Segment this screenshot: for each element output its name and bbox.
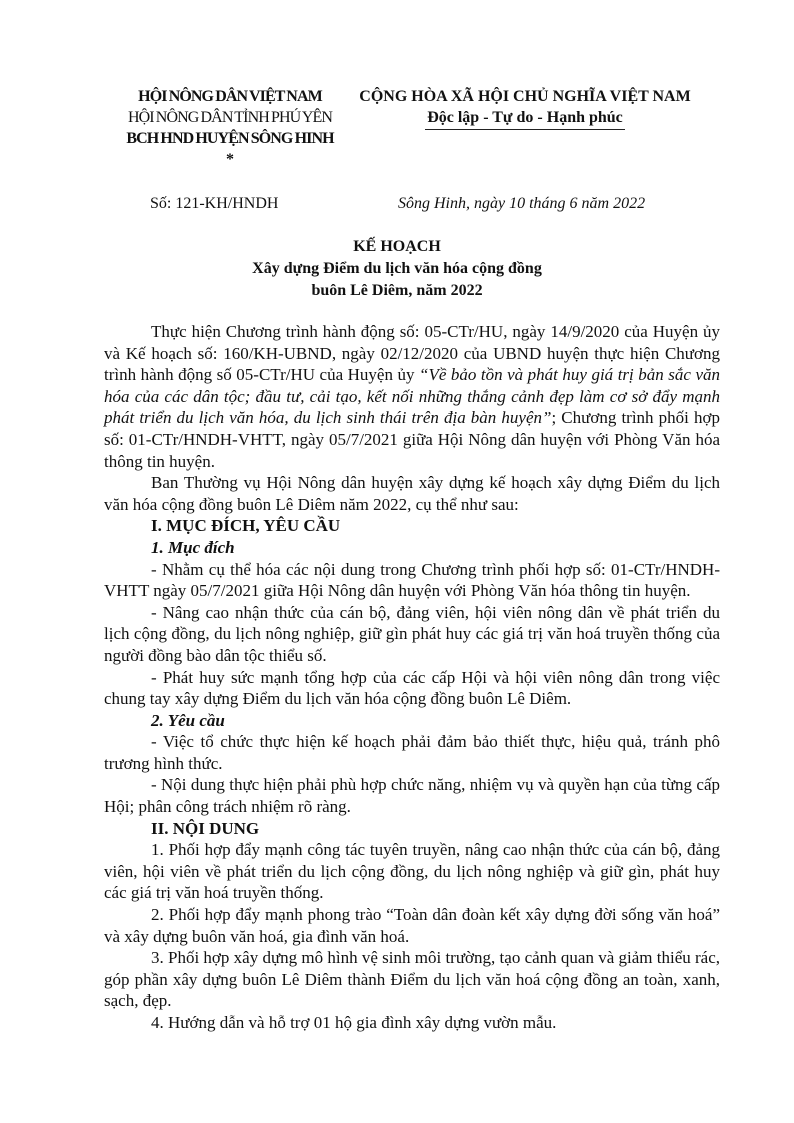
document-title-line-2: buôn Lê Diêm, năm 2022 <box>311 282 483 299</box>
document-title-line-1: Xây dựng Điểm du lịch văn hóa cộng đồng <box>252 260 542 277</box>
agency-line-3: BCH HND HUYỆN SÔNG HINH <box>126 130 334 147</box>
content-item: 2. Phối hợp đẩy mạnh phong trào “Toàn dân đoàn kết xây dựng đời sống văn hoá” và xây dựng buôn văn hoá, gia đình văn hoá. <box>104 905 720 946</box>
content-item: 4. Hướng dẫn và hỗ trợ 01 hộ gia đình xây dựng vườn mẫu. <box>151 1013 557 1032</box>
document-body <box>104 321 720 1034</box>
document-type: KẾ HOẠCH <box>353 238 441 255</box>
purpose-item: - Nâng cao nhận thức của cán bộ, đảng viên, hội viên nông dân về phát triển du lịch cộng đồng, du lịch nông nghiệp, giữ gìn phát huy các giá trị văn hoá truyền thống của người đồng bào dân tộc thiểu số. <box>104 602 720 665</box>
national-header-block <box>340 86 710 130</box>
intro-paragraph-1: Thực hiện Chương trình hành động số: 05-CTr/HU, ngày 14/9/2020 của Huyện ủy và Kế hoạch số: 160/KH-UBND, ngày 02/12/2020 của UBND huyện thực hiện Chương trình hành động số 05-CTr/HU của Huyện ủy “Về bảo tồn và phát huy giá trị bản sắc văn hóa của các dân tộc; đầu tư, cải tạo, kết nối những thắng cảnh đẹp làm cơ sở đẩy mạnh phát triển du lịch văn hóa, du lịch sinh thái trên địa bàn huyện”; Chương trình phối hợp số: 01-CTr/HNDH-VHTT, ngày 05/7/2021 giữa Hội Nông dân huyện với Phòng Văn hóa thông tin huyện. <box>104 322 720 471</box>
section-2-heading: II. NỘI DUNG <box>151 818 260 838</box>
purpose-item: - Nhằm cụ thể hóa các nội dung trong Chương trình phối hợp số: 01-CTr/HNDH-VHTT ngày 05/7/2021 giữa Hội Nông dân huyện với Phòng Văn hóa thông tin huyện. <box>104 559 720 601</box>
agency-star: * <box>226 151 234 168</box>
agency-line-1: HỘI NÔNG DÂN VIỆT NAM <box>138 88 322 105</box>
nation-name: CỘNG HÒA XÃ HỘI CHỦ NGHĨA VIỆT NAM <box>359 88 691 105</box>
document-number: Số: 121-KH/HNDH <box>150 195 279 212</box>
requirement-item: - Nội dung thực hiện phải phù hợp chức năng, nhiệm vụ và quyền hạn của từng cấp Hội; phân công trách nhiệm rõ ràng. <box>104 775 720 817</box>
quoted-program-title: “Về bảo tồn và phát huy giá trị bản sắc văn hóa của các dân tộc; đầu tư, cải tạo, kết nối những thắng cảnh đẹp làm cơ sở đẩy mạnh phát triển du lịch văn hóa, du lịch sinh thái trên địa bàn huyện” <box>104 365 720 428</box>
agency-line-2: HỘI NÔNG DÂN TỈNH PHÚ YÊN <box>127 109 333 126</box>
requirement-item: - Việc tổ chức thực hiện kế hoạch phải đảm bảo thiết thực, hiệu quả, tránh phô trương hình thức. <box>104 732 720 773</box>
place-and-date: Sông Hinh, ngày 10 tháng 6 năm 2022 <box>398 195 646 212</box>
intro-paragraph-2: Ban Thường vụ Hội Nông dân huyện xây dựng kế hoạch xây dựng Điểm du lịch văn hóa cộng đồng buôn Lê Diêm năm 2022, cụ thể như sau: <box>104 473 720 514</box>
section-1-sub-1: 1. Mục đích <box>151 537 235 557</box>
issuing-agency-block <box>108 86 352 170</box>
content-item: 3. Phối hợp xây dựng mô hình vệ sinh môi trường, tạo cảnh quan và giảm thiểu rác, góp phần xây dựng buôn Lê Diêm thành Điểm du lịch văn hoá cộng đồng an toàn, xanh, sạch, đẹp. <box>104 948 720 1011</box>
section-1-sub-2: 2. Yêu cầu <box>151 710 225 730</box>
section-1-heading: I. MỤC ĐÍCH, YÊU CẦU <box>151 516 341 536</box>
purpose-item: - Phát huy sức mạnh tổng hợp của các cấp Hội và hội viên nông dân trong việc chung tay xây dựng Điểm du lịch văn hóa cộng đồng buôn Lê Diêm. <box>104 667 720 709</box>
content-item: 1. Phối hợp đẩy mạnh công tác tuyên truyền, nâng cao nhận thức của cán bộ, đảng viên, hội viên về phát triển du lịch cộng đồng, du lịch nông nghiệp và giữ gìn, phát huy các giá trị văn hoá truyền thống. <box>104 840 720 903</box>
national-motto: Độc lập - Tự do - Hạnh phúc <box>425 107 625 130</box>
